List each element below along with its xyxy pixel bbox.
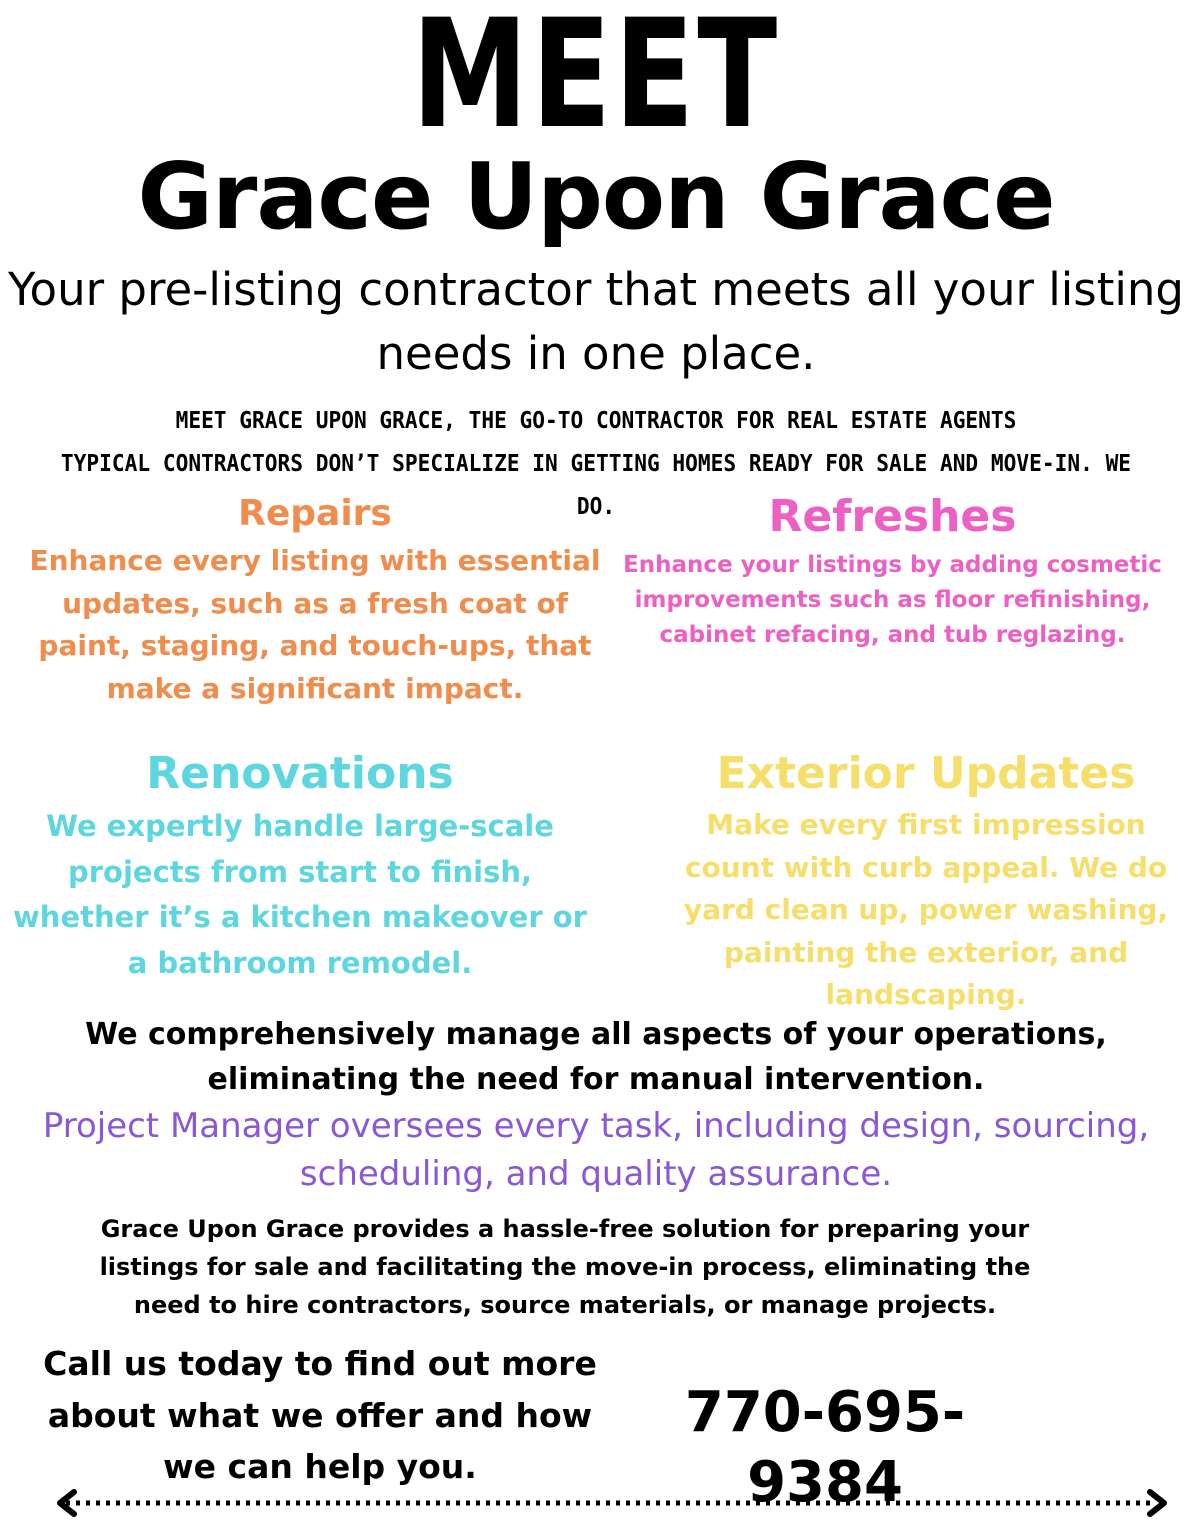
service-repairs-title: Repairs [238,493,392,534]
manage-statement: We comprehensively manage all aspects of your operations, eliminating the need for manual intervention. [85,1017,1107,1097]
service-exterior-title: Exterior Updates [716,748,1136,799]
tagline: Your pre-listing contractor that meets all your listing needs in one place. [8,263,1184,380]
arrow-right-icon [1150,1492,1164,1514]
service-renovations-text: We expertly handle large-scale projects from start to finish, whether it’s a kitchen makeover or a bathroom remodel. [13,809,587,980]
service-exterior [660,744,1192,1017]
project-manager-statement: Project Manager oversees every task, including design, sourcing, scheduling, and quality assurance. [42,1106,1150,1194]
intro-line-2: TYPICAL CONTRACTORS DON’T SPECIALIZE IN GETTING HOMES READY FOR SALE AND MOVE-IN. WE DO. [60,451,1132,520]
brand-title: Grace Upon Grace [137,143,1055,250]
service-renovations-title: Renovations [146,748,454,799]
service-refreshes-title: Refreshes [768,491,1017,542]
service-renovations [0,744,600,986]
service-repairs-text: Enhance every listing with essential updates, such as a fresh coat of paint, staging, and touch-ups, that make a significant impact. [29,544,601,705]
service-repairs [20,488,610,710]
service-exterior-text: Make every first impression count with curb appeal. We do yard clean up, power washing, painting the exterior, and landscaping. [683,808,1169,1011]
call-to-action: Call us today to find out more about what we offer and how we can help you. [43,1344,597,1486]
phone-number[interactable]: 770-695-9384 [684,1380,966,1515]
service-refreshes-text: Enhance your listings by adding cosmetic improvements such as floor refinishing, cabinet refacing, and tub reglazing. [623,552,1162,648]
service-refreshes [620,488,1165,653]
intro-line-1: MEET GRACE UPON GRACE, THE GO-TO CONTRACTOR FOR REAL ESTATE AGENTS [175,408,1017,434]
dotted-arrow-divider [52,1488,1172,1518]
hassle-free-statement: Grace Upon Grace provides a hassle-free solution for preparing your listings for sale and facilitating the move-in process, eliminating the need to hire contractors, source materials, or manage projects. [99,1215,1031,1319]
meet-heading: MEET [411,0,781,162]
